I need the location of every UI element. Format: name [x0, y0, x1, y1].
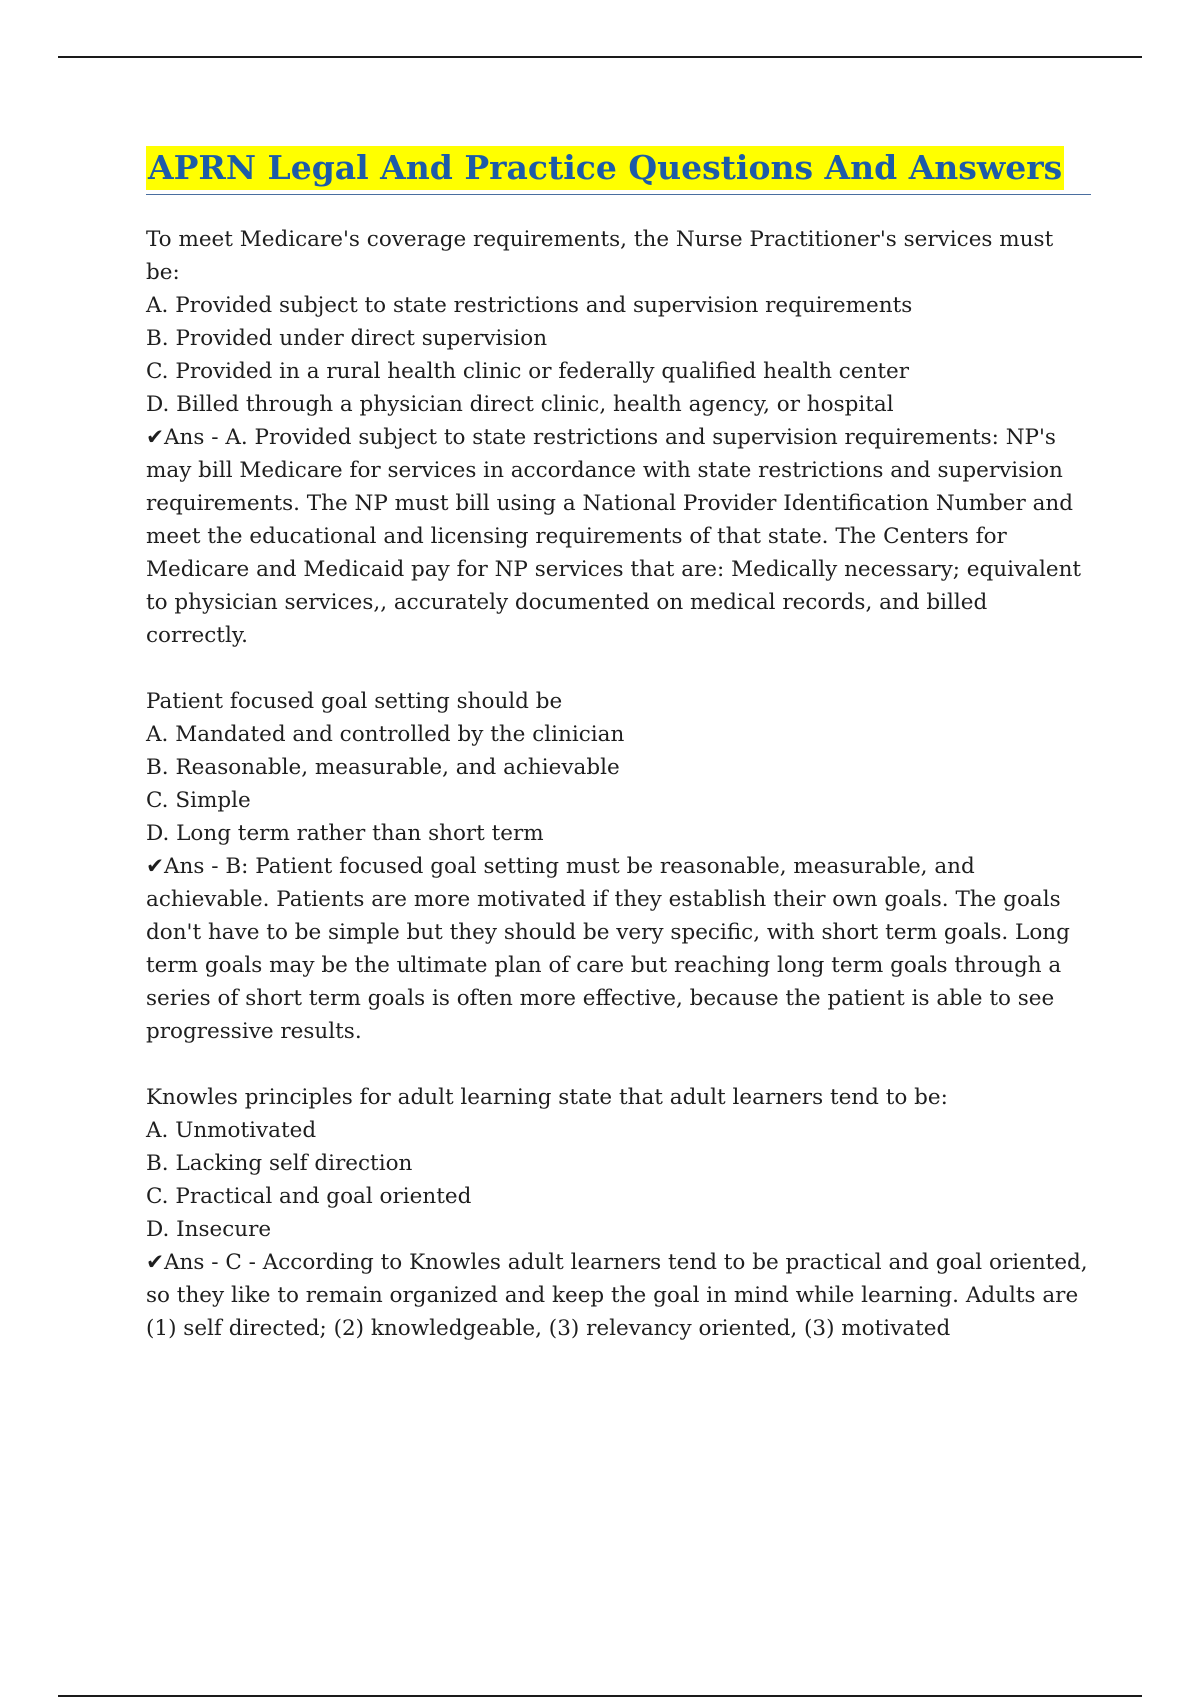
- question-stem: Patient focused goal setting should be: [146, 689, 563, 714]
- option-a: A. Unmotivated: [146, 1118, 317, 1143]
- option-c: C. Provided in a rural health clinic or federally qualified health center: [146, 359, 909, 384]
- answer-explanation: ✔Ans - C - According to Knowles adult learners tend to be practical and goal oriented, so they like to remain organized and keep the goal in mind while learning. Adults are (1) self directed; (2) knowledgeable, (3) relevancy oriented, (3) motivated: [146, 1250, 1088, 1341]
- question-block-1: [146, 223, 1091, 652]
- question-stem: To meet Medicare's coverage requirements, the Nurse Practitioner's services must be:: [146, 227, 1054, 285]
- option-b: B. Provided under direct supervision: [146, 326, 548, 351]
- option-d: D. Billed through a physician direct clinic, health agency, or hospital: [146, 392, 894, 417]
- option-d: D. Insecure: [146, 1217, 272, 1242]
- option-a: A. Provided subject to state restrictions and supervision requirements: [146, 293, 913, 318]
- question-stem: Knowles principles for adult learning state that adult learners tend to be:: [146, 1085, 948, 1110]
- answer-explanation: ✔Ans - A. Provided subject to state restrictions and supervision requirements: NP's may bill Medicare for services in accordance with state restrictions and supervision requirements. The NP must bill using a National Provider Identification Number and meet the educational and licensing requirements of that state. The Centers for Medicare and Medicaid pay for NP services that are: Medically necessary; equivalent to physician services,, accurately documented on medical records, and billed correctly.: [146, 425, 1082, 648]
- option-d: D. Long term rather than short term: [146, 821, 544, 846]
- question-block-3: [146, 1081, 1091, 1345]
- document-body: [146, 146, 1091, 1378]
- document-title: APRN Legal And Practice Questions And Answers: [146, 146, 1064, 190]
- option-c: C. Simple: [146, 788, 251, 813]
- question-block-2: [146, 685, 1091, 1048]
- answer-explanation: ✔Ans - B: Patient focused goal setting must be reasonable, measurable, and achievable. Patients are more motivated if they establish their own goals. The goals don't have to be simple but they should be very specific, with short term goals. Long term goals may be the ultimate plan of care but reaching long term goals through a series of short term goals is often more effective, because the patient is able to see progressive results.: [146, 854, 1070, 1044]
- option-a: A. Mandated and controlled by the clinician: [146, 722, 625, 747]
- bottom-rule: [58, 1695, 1142, 1697]
- option-b: B. Reasonable, measurable, and achievable: [146, 755, 620, 780]
- option-b: B. Lacking self direction: [146, 1151, 413, 1176]
- top-rule: [58, 56, 1142, 58]
- title-block: [146, 146, 1091, 195]
- option-c: C. Practical and goal oriented: [146, 1184, 472, 1209]
